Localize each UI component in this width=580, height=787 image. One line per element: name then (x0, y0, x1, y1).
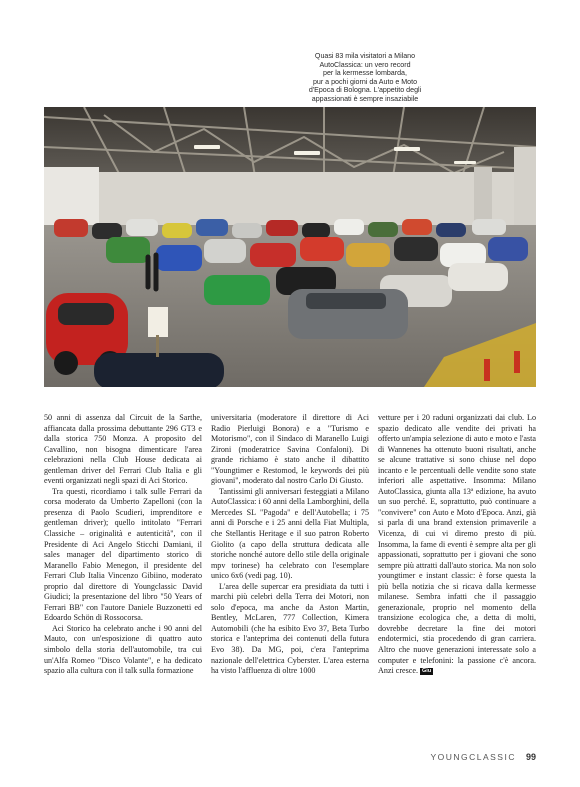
page-footer (430, 752, 536, 762)
article-column-2 (211, 413, 369, 745)
paragraph: universitaria (moderatore il direttore di Aci Radio Pierluigi Bonora) e a "Turismo e Motorismo", con il Sindaco di Maranello Luigi Zironi (moderatrice Savina Confaloni). Di grande richiamo è stato anche il dibattito "Youngtimer e Restomod, le keywords dei più giovani", moderato dal nostro Carlo Di Giusto. (211, 413, 369, 486)
photo-caption (292, 52, 438, 104)
caption-line: pur a pochi giorni da Auto e Moto (312, 77, 418, 86)
caption-line: per la kermesse lombarda, (323, 69, 407, 78)
paragraph (378, 413, 536, 677)
article-body (44, 413, 536, 745)
end-mark: Giu (422, 667, 432, 674)
paragraph: L'area delle supercar era presidiata da tutti i marchi più celebri della Terra dei Motori, non solo d'epoca, ma anche da Aston Martin, Bentley, McLaren, 777 Collection, Kimera Automobili (che ha esibito Evo 37, Beta Turbo storica e l'anteprima dei contenuti della futura Evo 38). Da MG, poi, c'era l'anteprima nazionale dell'elettrica Cyberster. L'area esterna ha visto l'affluenza di oltre 1000 (211, 581, 369, 676)
paragraph: Tantissimi gli anniversari festeggiati a Milano AutoClassica: i 60 anni della Lamborghini, della Mercedes SL "Pagoda" e dell'Autobella; i 75 anni di Porsche e i 25 anni della Fiat Multipla, che Stellantis Heritage e il suo patron Roberto Giolito (a capo della struttura dedicata alle storiche nonché autore dello stile della originale mpv torinese) ha celebrato con l'esemplare unico 6x6 (vedi pag. 10). (211, 486, 369, 581)
paragraph-text: vetture per i 20 raduni organizzati dai club. Lo spazio dedicato alle vendite dei privati ha offerto un'ampia selezione di auto e moto e l'asta di Wannenes ha ottenuto buoni risultati, anche se alcune trattative si sono chiuse nel dopo incanto e le percentuali delle vendite sono state inferiori alle aspettative. Insomma: Milano AutoClassica, giunta alla 13ª edizione, ha avuto un suo perché. E, soprattutto, può continuare a "convivere" con Auto e Moto d'Epoca. Anzi, già si parla di una brand extension primaverile a Vicenza, di cui vi diremo presto di più. Insomma, la fame di eventi è sempre alta per gli appassionati, soprattutto per i giovani che sono sempre più attratti dall'auto storica. Ma non solo youngtimer e instant classic: è forse questa la più bella notizia che si ricava dalla kermesse milanese. Sembra infatti che il passaggio generazionale, proprio nel momento della transizione ecologica che, a detta di molti, dovrebbe decretare la fine dei motori endotermici, stia procedendo di gran carriera. Altro che nuove generazioni interessate solo a computer e telefonini: la passione c'è ancora. Anzi cresce. (378, 413, 536, 676)
paragraph: 50 anni di assenza dal Circuit de la Sarthe, affiancata dalla prossima debuttante 296 GT3 e dalla storica 750 Monza. A proposito del Cavallino, non bisogna dimenticare l'area celebrazioni nella Club House dedicata ai gentleman driver del Ferrari Club Italia e gli eventi organizzati negli spazi di Aci Storico. (44, 413, 202, 486)
paragraph: Aci Storico ha celebrato anche i 90 anni del Mauto, con un'esposizione di quattro auto simbolo della storia dell'automobile, tra cui un'Alfa Romeo "Disco Volante", e ha dedicato spazio alla cultura con il talk sulla formazione (44, 623, 202, 676)
article-column-3 (378, 413, 536, 745)
page-number: 99 (525, 752, 536, 762)
exhibition-hall-photo (44, 107, 536, 387)
caption-line: appassionati è sempre insaziabile (311, 94, 419, 103)
article-column-1 (44, 413, 202, 745)
caption-line: Quasi 83 mila visitatori a Milano (314, 52, 416, 60)
magazine-name: YOUNGCLASSIC (430, 752, 516, 762)
caption-line: d'Epoca di Bologna. L'appetito degli (308, 86, 422, 95)
caption-line: AutoClassica: un vero record (319, 60, 411, 69)
paragraph: Tra questi, ricordiamo i talk sulle Ferrari da corsa moderato da Umberto Zapelloni (con la presenza di Paolo Scudieri, imprenditore e gentleman driver); quello intitolato "Ferrari Classiche – originalità e autenticità", con il Presidente di Aci Angelo Sticchi Damiani, il sales manager del dipartimento storico di Maranello Fabio Menegon, il presidente del Ferrari Club Italia Vincenzo Gibiino, moderato proprio dal direttore di Youngclassic David Giudici; la presentazione del libro "50 Years of Ferrari BB" con l'autore Daniele Buzzonetti ed Edoardo Schön di Rossocorsa. (44, 486, 202, 623)
